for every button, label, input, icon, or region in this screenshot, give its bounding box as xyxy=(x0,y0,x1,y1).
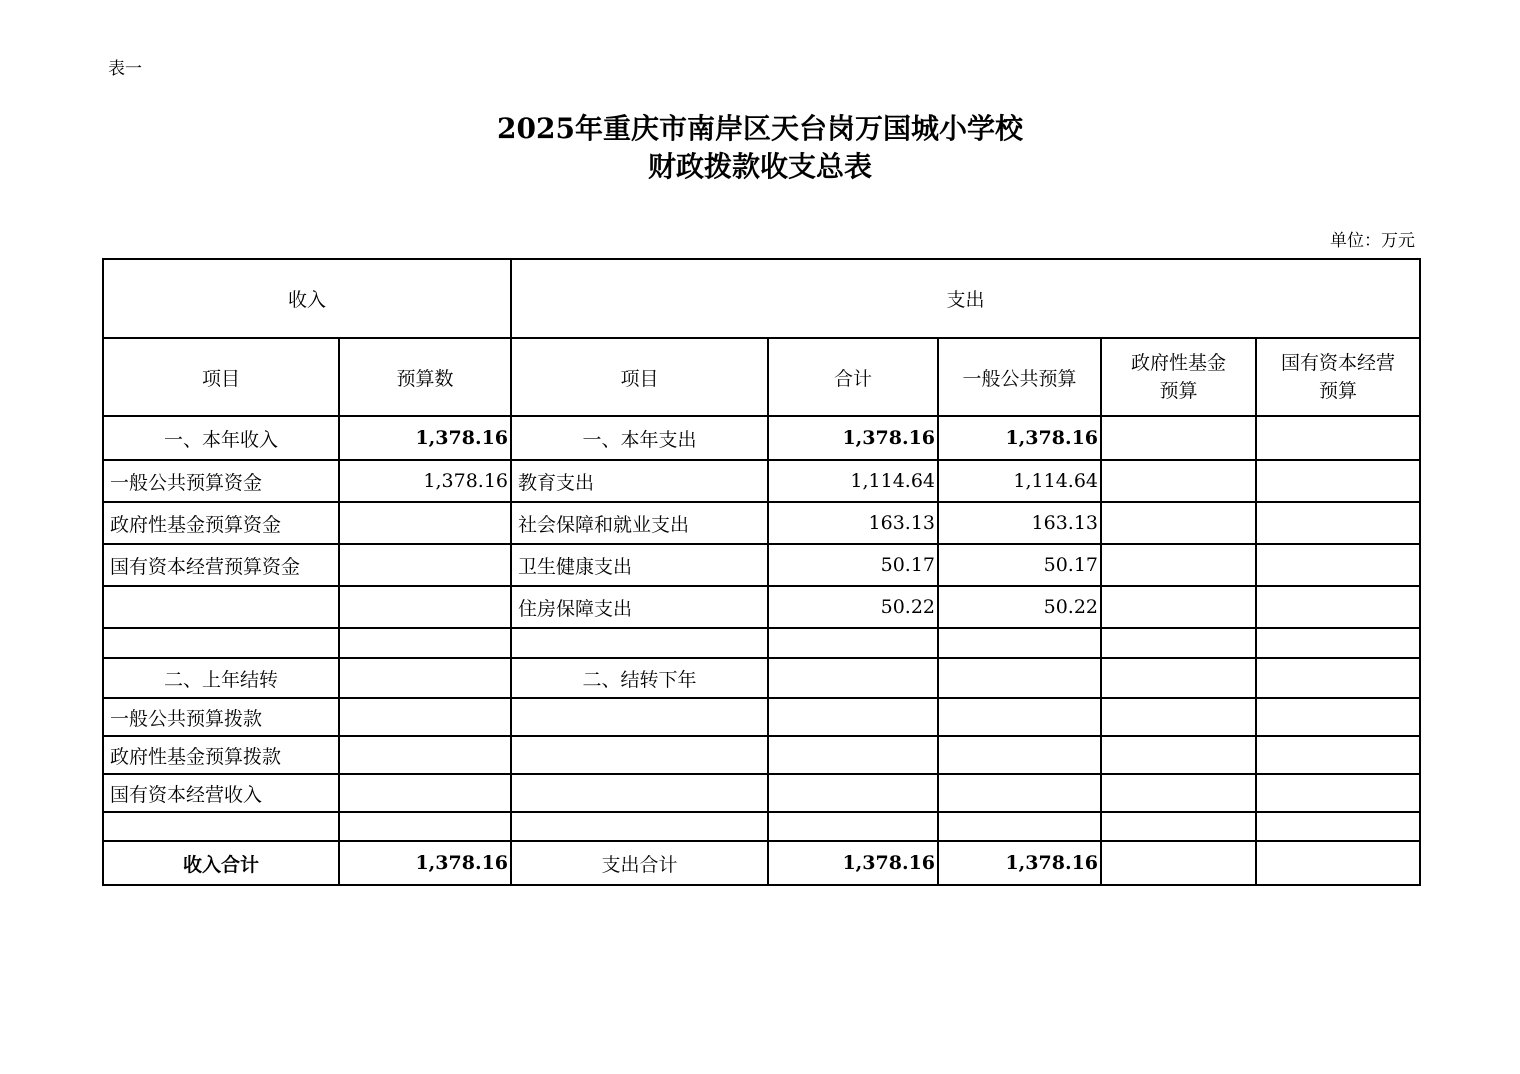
col-fund-budget xyxy=(1101,338,1256,416)
col-expense-item: 项目 xyxy=(511,338,768,416)
income-total-value: 1,378.16 xyxy=(339,841,511,885)
expense-item-cell: 一、本年支出 xyxy=(511,416,768,460)
state-capital-cell xyxy=(1256,628,1420,658)
income-value-cell: 1,378.16 xyxy=(339,416,511,460)
expense-item-cell xyxy=(511,736,768,774)
totals-row xyxy=(103,841,1420,885)
expense-item-cell: 住房保障支出 xyxy=(511,586,768,628)
table-row xyxy=(103,416,1420,460)
expense-item-cell xyxy=(511,698,768,736)
state-capital-cell xyxy=(1256,544,1420,586)
table-row xyxy=(103,774,1420,812)
fund-budget-cell xyxy=(1101,544,1256,586)
total-cell xyxy=(768,736,938,774)
col-state-capital-line1: 国有资本经营 xyxy=(1281,352,1396,374)
col-general-budget: 一般公共预算 xyxy=(938,338,1101,416)
state-capital-cell xyxy=(1256,502,1420,544)
general-budget-cell: 163.13 xyxy=(938,502,1101,544)
general-budget-cell xyxy=(938,736,1101,774)
unit-label: 单位：万元 xyxy=(1330,231,1415,251)
general-budget-cell xyxy=(938,812,1101,841)
general-budget-cell: 50.17 xyxy=(938,544,1101,586)
state-capital-cell xyxy=(1256,586,1420,628)
state-capital-total xyxy=(1256,841,1420,885)
income-item-cell: 国有资本经营预算资金 xyxy=(103,544,339,586)
total-cell: 163.13 xyxy=(768,502,938,544)
income-item-cell xyxy=(103,586,339,628)
state-capital-cell xyxy=(1256,812,1420,841)
income-item-cell: 国有资本经营收入 xyxy=(103,774,339,812)
fund-budget-cell xyxy=(1101,812,1256,841)
general-budget-cell: 50.22 xyxy=(938,586,1101,628)
income-header: 收入 xyxy=(103,259,511,338)
col-state-capital-line2: 预算 xyxy=(1319,380,1358,402)
table-row xyxy=(103,812,1420,841)
total-cell: 1,378.16 xyxy=(768,416,938,460)
table-row xyxy=(103,460,1420,502)
general-budget-cell xyxy=(938,774,1101,812)
general-budget-cell: 1,114.64 xyxy=(938,460,1101,502)
expense-total-label: 支出合计 xyxy=(511,841,768,885)
income-value-cell xyxy=(339,502,511,544)
total-cell xyxy=(768,812,938,841)
income-value-cell xyxy=(339,628,511,658)
state-capital-cell xyxy=(1256,774,1420,812)
expense-item-cell xyxy=(511,774,768,812)
state-capital-cell xyxy=(1256,698,1420,736)
table-row xyxy=(103,736,1420,774)
fund-budget-cell xyxy=(1101,736,1256,774)
income-item-cell: 政府性基金预算资金 xyxy=(103,502,339,544)
table-row xyxy=(103,502,1420,544)
state-capital-cell xyxy=(1256,736,1420,774)
expense-total-value: 1,378.16 xyxy=(768,841,938,885)
table-row xyxy=(103,544,1420,586)
expense-header: 支出 xyxy=(511,259,1420,338)
expense-item-cell: 社会保障和就业支出 xyxy=(511,502,768,544)
total-cell xyxy=(768,774,938,812)
income-value-cell xyxy=(339,774,511,812)
column-header-row xyxy=(103,338,1420,416)
expense-item-cell: 卫生健康支出 xyxy=(511,544,768,586)
total-cell: 50.17 xyxy=(768,544,938,586)
income-item-cell: 政府性基金预算拨款 xyxy=(103,736,339,774)
col-income-budget: 预算数 xyxy=(339,338,511,416)
fund-budget-cell xyxy=(1101,658,1256,698)
table-row xyxy=(103,698,1420,736)
income-item-cell: 一般公共预算资金 xyxy=(103,460,339,502)
income-item-cell: 一般公共预算拨款 xyxy=(103,698,339,736)
section-header-row xyxy=(103,259,1420,338)
income-value-cell xyxy=(339,544,511,586)
income-item-cell: 二、上年结转 xyxy=(103,658,339,698)
expense-item-cell xyxy=(511,812,768,841)
total-cell xyxy=(768,628,938,658)
page-subtitle: 财政拨款收支总表 xyxy=(647,150,872,183)
general-budget-total: 1,378.16 xyxy=(938,841,1101,885)
fund-budget-cell xyxy=(1101,628,1256,658)
state-capital-cell xyxy=(1256,416,1420,460)
total-cell xyxy=(768,658,938,698)
income-value-cell xyxy=(339,658,511,698)
table-row xyxy=(103,628,1420,658)
expense-item-cell: 教育支出 xyxy=(511,460,768,502)
col-fund-budget-line1: 政府性基金 xyxy=(1131,352,1227,374)
table-number-label: 表一 xyxy=(108,59,142,79)
table-row xyxy=(103,586,1420,628)
fund-budget-cell xyxy=(1101,502,1256,544)
expense-item-cell: 二、结转下年 xyxy=(511,658,768,698)
income-item-cell xyxy=(103,628,339,658)
col-total: 合计 xyxy=(768,338,938,416)
general-budget-cell xyxy=(938,628,1101,658)
income-item-cell xyxy=(103,812,339,841)
fund-budget-cell xyxy=(1101,416,1256,460)
fund-budget-cell xyxy=(1101,586,1256,628)
col-state-capital xyxy=(1256,338,1420,416)
table-row xyxy=(103,658,1420,698)
fund-budget-cell xyxy=(1101,698,1256,736)
income-value-cell: 1,378.16 xyxy=(339,460,511,502)
col-income-item: 项目 xyxy=(103,338,339,416)
total-cell: 1,114.64 xyxy=(768,460,938,502)
total-cell: 50.22 xyxy=(768,586,938,628)
general-budget-cell xyxy=(938,698,1101,736)
col-fund-budget-line2: 预算 xyxy=(1159,380,1198,402)
budget-summary-table xyxy=(102,258,1421,886)
fund-budget-cell xyxy=(1101,774,1256,812)
income-total-label: 收入合计 xyxy=(103,841,339,885)
page-title: 2025年重庆市南岸区天台岗万国城小学校 xyxy=(497,112,1023,145)
state-capital-cell xyxy=(1256,460,1420,502)
fund-budget-cell xyxy=(1101,460,1256,502)
expense-item-cell xyxy=(511,628,768,658)
fund-budget-total xyxy=(1101,841,1256,885)
income-item-cell: 一、本年收入 xyxy=(103,416,339,460)
general-budget-cell xyxy=(938,658,1101,698)
total-cell xyxy=(768,698,938,736)
income-value-cell xyxy=(339,586,511,628)
state-capital-cell xyxy=(1256,658,1420,698)
income-value-cell xyxy=(339,698,511,736)
general-budget-cell: 1,378.16 xyxy=(938,416,1101,460)
income-value-cell xyxy=(339,736,511,774)
income-value-cell xyxy=(339,812,511,841)
